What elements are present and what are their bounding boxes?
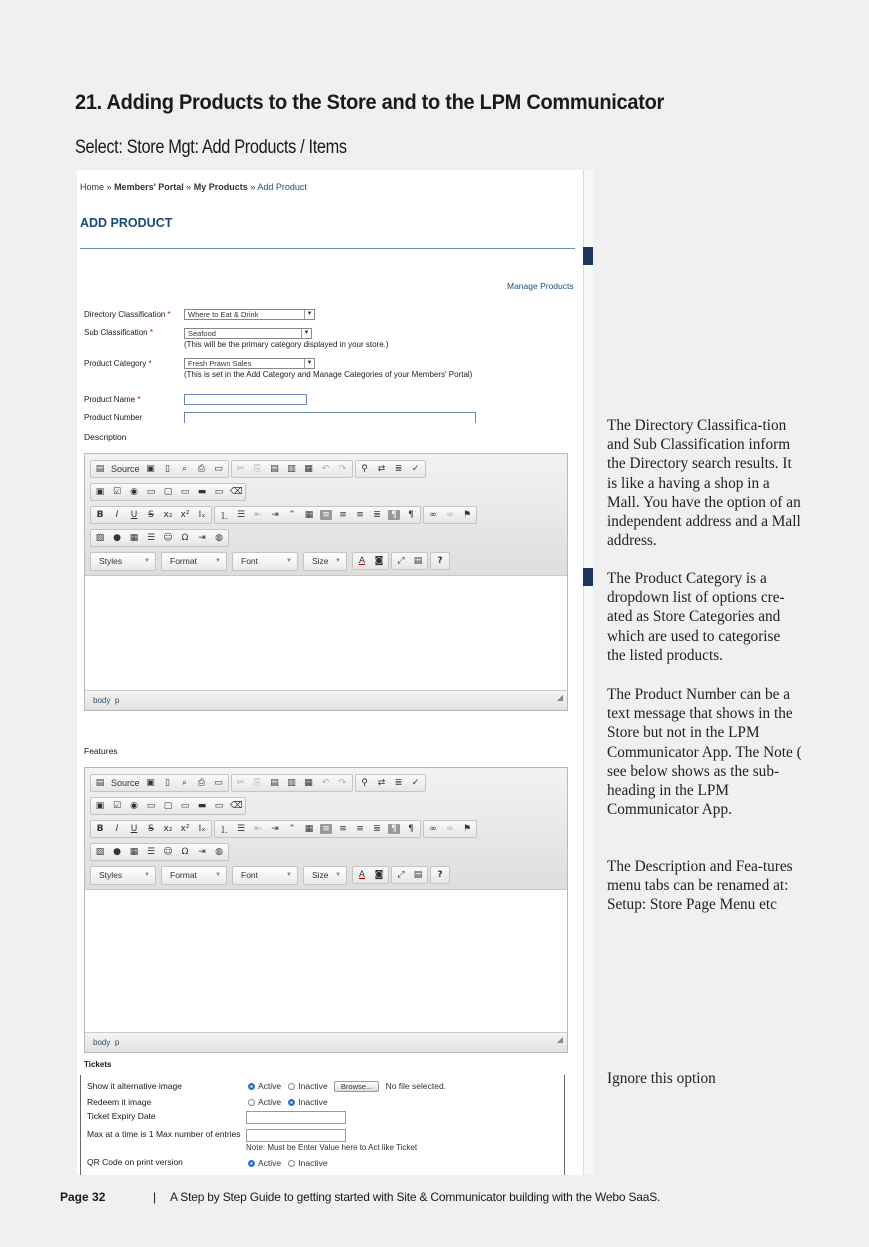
chevron-down-icon: ▼ <box>286 557 292 564</box>
strike-icon[interactable]: S <box>148 824 154 834</box>
toolbar-group-about <box>430 552 450 570</box>
strike-icon[interactable]: S <box>148 510 154 520</box>
chevron-down-icon: ▼ <box>304 359 314 368</box>
find-icon[interactable]: ⚲ <box>361 464 368 474</box>
toolbar-group-colors <box>352 552 389 570</box>
form-icon[interactable]: ▣ <box>95 801 105 811</box>
replace-icon[interactable]: ⇄ <box>377 464 386 474</box>
preview-icon[interactable]: ⌕ <box>182 464 188 474</box>
select-field-icon[interactable]: ▭ <box>180 487 190 497</box>
editor-elements-path <box>85 690 567 710</box>
bulleted-list-icon[interactable]: ☰ <box>236 824 246 834</box>
product-number-input[interactable] <box>184 412 476 423</box>
max-entries-label: Max at a time is 1 Max number of entries <box>87 1129 241 1139</box>
paste-text-icon[interactable]: ▥ <box>287 778 296 788</box>
image-button-icon[interactable]: ▭ <box>214 801 224 811</box>
table-icon[interactable]: ▦ <box>129 847 139 857</box>
styles-dropdown[interactable]: Styles ▼ <box>90 866 156 885</box>
active-radio[interactable] <box>248 1160 255 1167</box>
undo-icon[interactable]: ↶ <box>321 778 330 788</box>
spellcheck-icon[interactable]: ✓ <box>411 778 420 788</box>
toolbar-group-document <box>90 460 229 478</box>
styles-dropdown[interactable]: Styles ▼ <box>90 552 156 571</box>
directory-label: Directory Classification * <box>84 310 171 319</box>
numbered-list-icon[interactable]: ⒈ <box>219 825 229 836</box>
toolbar-group-insert <box>90 843 229 861</box>
no-file-text: No file selected. <box>385 1081 447 1091</box>
alt-image-label: Show it alternative image <box>87 1081 182 1091</box>
bold-icon[interactable]: B <box>96 510 104 520</box>
toolbar-group-basicstyles <box>90 506 212 524</box>
checkbox-icon[interactable]: ☑ <box>112 801 122 811</box>
chevron-down-icon: ▼ <box>335 871 341 878</box>
section-subheading: Select: Store Mgt: Add Products / Items <box>75 137 347 158</box>
qr-code-label: QR Code on print version <box>87 1157 183 1167</box>
size-dropdown[interactable]: Size ▼ <box>303 552 347 571</box>
justify-icon[interactable]: ≣ <box>373 510 381 520</box>
indent-icon[interactable]: ⇥ <box>271 824 279 834</box>
underline-icon[interactable]: U <box>130 510 138 520</box>
align-left-icon[interactable]: ≡ <box>320 824 332 834</box>
special-char-icon[interactable]: Ω <box>181 847 189 857</box>
image-button-icon[interactable]: ▭ <box>214 487 224 497</box>
toolbar-group-find <box>355 774 426 792</box>
ltr-icon[interactable]: ¶ <box>388 824 400 834</box>
editor-content-area[interactable] <box>85 576 567 690</box>
note-category: The Product Category is a dropdown list of options cre-ated as Store Categories and which are used to categorise the listed products. <box>607 570 785 664</box>
breadcrumb-portal[interactable]: Members' Portal <box>114 182 184 192</box>
sidebar-blue-marker <box>583 247 593 265</box>
note-directory: The Directory Classifica-tion and Sub Classification inform the Directory search results. It is like a having a shop in a Mall. You have the option of an independent address and a Mall address. <box>607 417 801 550</box>
print-icon[interactable]: ⎙ <box>197 778 206 788</box>
textfield-icon[interactable]: ▭ <box>146 801 156 811</box>
checkbox-icon[interactable]: ☑ <box>112 487 122 497</box>
redeem-image-label: Redeem it image <box>87 1097 152 1107</box>
active-radio[interactable] <box>248 1099 255 1106</box>
flash-icon[interactable]: ● <box>113 533 121 543</box>
directory-select[interactable]: Where to Eat & Drink ▼ <box>184 309 315 320</box>
anchor-icon[interactable]: ⚑ <box>462 510 472 520</box>
format-dropdown[interactable]: Format ▼ <box>161 552 227 571</box>
sub-classification-hint: (This will be the primary category displayed in your store.) <box>184 340 389 349</box>
preview-icon[interactable]: ⌕ <box>182 778 188 788</box>
format-dropdown[interactable]: Format ▼ <box>161 866 227 885</box>
italic-icon[interactable]: I <box>115 510 119 520</box>
breadcrumb <box>80 182 307 192</box>
subscript-icon[interactable]: x₂ <box>163 824 173 834</box>
horizontal-rule-icon[interactable]: ☰ <box>146 847 156 857</box>
footer-separator: | <box>153 1190 157 1204</box>
product-category-select[interactable]: Fresh Prawn Sales ▼ <box>184 358 315 369</box>
title-divider <box>80 248 575 249</box>
bg-color-icon[interactable]: ◙ <box>374 870 384 880</box>
special-char-icon[interactable]: Ω <box>181 533 189 543</box>
path-body[interactable]: body <box>93 696 111 705</box>
page-title: ADD PRODUCT <box>80 216 173 230</box>
show-blocks-icon[interactable]: ▤ <box>413 870 423 880</box>
paste-word-icon[interactable]: ▦ <box>304 778 313 788</box>
path-p[interactable]: p <box>114 1038 120 1047</box>
qr-code-options: Active Inactive <box>248 1158 328 1168</box>
find-icon[interactable]: ⚲ <box>361 778 368 788</box>
expiry-input[interactable] <box>246 1111 346 1124</box>
sidebar-blue-marker <box>583 568 593 586</box>
remove-format-icon[interactable]: Iₓ <box>198 510 206 520</box>
align-center-icon[interactable]: ≡ <box>339 824 347 834</box>
bg-color-icon[interactable]: ◙ <box>374 556 384 566</box>
subscript-icon[interactable]: x₂ <box>163 510 173 520</box>
editor-content-area[interactable] <box>85 890 567 1032</box>
spellcheck-icon[interactable]: ✓ <box>411 464 420 474</box>
superscript-icon[interactable]: x² <box>180 510 190 520</box>
page-break-icon[interactable]: ⇥ <box>198 847 206 857</box>
tickets-label: Tickets <box>84 1060 112 1069</box>
maximize-icon[interactable]: ⤢ <box>397 870 405 880</box>
toolbar-group-colors <box>352 866 389 884</box>
manage-products-link[interactable]: Manage Products <box>507 281 574 291</box>
breadcrumb-separator: » <box>250 182 256 192</box>
path-body[interactable]: body <box>93 1038 111 1047</box>
breadcrumb-home[interactable]: Home <box>80 182 105 192</box>
maximize-icon[interactable]: ⤢ <box>397 556 405 566</box>
align-right-icon[interactable]: ≡ <box>356 510 364 520</box>
outdent-icon[interactable]: ⇤ <box>254 824 262 834</box>
resize-handle-icon[interactable]: ◢ <box>556 693 563 702</box>
chevron-down-icon: ▼ <box>144 871 150 878</box>
help-icon[interactable]: ? <box>437 870 443 880</box>
source-icon[interactable]: ▤ <box>95 778 105 788</box>
save-icon[interactable]: ▣ <box>146 464 155 474</box>
horizontal-rule-icon[interactable]: ☰ <box>146 533 156 543</box>
note-description: The Description and Fea-tures menu tabs can be renamed at: Setup: Store Page Menu etc <box>607 858 793 914</box>
toolbar-group-clipboard <box>231 774 353 792</box>
tickets-panel <box>80 1075 565 1175</box>
footer-page-number: Page 32 <box>60 1190 106 1204</box>
textfield-icon[interactable]: ▭ <box>146 487 156 497</box>
redo-icon[interactable]: ↷ <box>338 464 347 474</box>
link-icon[interactable]: ∞ <box>429 824 437 834</box>
chevron-down-icon: ▼ <box>144 557 150 564</box>
source-button[interactable]: Source <box>111 778 140 788</box>
cut-icon[interactable]: ✂ <box>236 464 245 474</box>
chevron-down-icon: ▼ <box>215 557 221 564</box>
features-label: Features <box>84 746 118 756</box>
align-left-icon[interactable]: ≡ <box>320 510 332 520</box>
smiley-icon[interactable]: ☺ <box>163 847 173 857</box>
paste-text-icon[interactable]: ▥ <box>287 464 296 474</box>
source-button[interactable]: Source <box>111 464 140 474</box>
resize-handle-icon[interactable]: ◢ <box>556 1035 563 1044</box>
font-dropdown[interactable]: Font ▼ <box>232 866 298 885</box>
image-icon[interactable]: ▨ <box>95 533 105 543</box>
justify-icon[interactable]: ≣ <box>373 824 381 834</box>
chevron-down-icon: ▼ <box>286 871 292 878</box>
save-icon[interactable]: ▣ <box>146 778 155 788</box>
chevron-down-icon: ▼ <box>215 871 221 878</box>
alt-image-options: Active Inactive Browse... No file selected. <box>248 1081 446 1092</box>
bulleted-list-icon[interactable]: ☰ <box>236 510 246 520</box>
flash-icon[interactable]: ● <box>113 847 121 857</box>
chevron-down-icon: ▼ <box>301 329 311 338</box>
image-icon[interactable]: ▨ <box>95 847 105 857</box>
undo-icon[interactable]: ↶ <box>321 464 330 474</box>
blockquote-icon[interactable]: ” <box>289 510 295 520</box>
textarea-icon[interactable]: ▢ <box>163 801 173 811</box>
size-dropdown[interactable]: Size ▼ <box>303 866 347 885</box>
iframe-icon[interactable]: ◍ <box>215 533 223 543</box>
product-category-hint: (This is set in the Add Category and Manage Categories of your Members' Portal) <box>184 370 473 379</box>
inactive-radio[interactable] <box>288 1099 295 1106</box>
div-container-icon[interactable]: ▦ <box>304 510 314 520</box>
features-editor[interactable] <box>84 767 568 1053</box>
redeem-image-options: Active Inactive <box>248 1097 328 1107</box>
hidden-field-icon[interactable]: ⌫ <box>230 487 243 497</box>
product-number-label: Product Number <box>84 413 143 422</box>
inactive-radio[interactable] <box>288 1083 295 1090</box>
redo-icon[interactable]: ↷ <box>338 778 347 788</box>
anchor-icon[interactable]: ⚑ <box>462 824 472 834</box>
table-icon[interactable]: ▦ <box>129 533 139 543</box>
print-icon[interactable]: ⎙ <box>197 464 206 474</box>
paste-word-icon[interactable]: ▦ <box>304 464 313 474</box>
font-dropdown[interactable]: Font ▼ <box>232 552 298 571</box>
textarea-icon[interactable]: ▢ <box>163 487 173 497</box>
editor-elements-path <box>85 1032 567 1052</box>
show-blocks-icon[interactable]: ▤ <box>413 556 423 566</box>
note-ignore: Ignore this option <box>607 1070 716 1087</box>
toolbar-group-tools <box>391 552 428 570</box>
expiry-label: Ticket Expiry Date <box>87 1111 156 1121</box>
button-field-icon[interactable]: ▬ <box>197 801 207 811</box>
product-name-label: Product Name * <box>84 395 141 404</box>
bold-icon[interactable]: B <box>96 824 104 834</box>
iframe-icon[interactable]: ◍ <box>215 847 223 857</box>
div-container-icon[interactable]: ▦ <box>304 824 314 834</box>
radio-icon[interactable]: ◉ <box>130 487 138 497</box>
hidden-field-icon[interactable]: ⌫ <box>230 801 243 811</box>
chevron-down-icon: ▼ <box>335 557 341 564</box>
copy-icon[interactable]: ⎘ <box>253 464 262 474</box>
toolbar-group-links <box>423 820 477 838</box>
toolbar-group-document <box>90 774 229 792</box>
note-number: The Product Number can be a text message that shows in the Store but not in the LPM Communicator App. The Note ( see below shows as the sub-heading in the LPM Communicator App. <box>607 686 802 819</box>
breadcrumb-separator: » <box>106 182 112 192</box>
toolbar-group-basicstyles <box>90 820 212 838</box>
text-color-icon[interactable]: A <box>358 556 366 566</box>
smiley-icon[interactable]: ☺ <box>163 533 173 543</box>
rtl-icon[interactable]: ¶ <box>408 824 414 834</box>
replace-icon[interactable]: ⇄ <box>377 778 386 788</box>
new-page-icon[interactable]: ▯ <box>165 778 170 788</box>
section-heading: 21. Adding Products to the Store and to the LPM Communicator <box>75 90 665 114</box>
inactive-radio[interactable] <box>288 1160 295 1167</box>
toolbar-group-links <box>423 506 477 524</box>
numbered-list-icon[interactable]: ⒈ <box>219 511 229 522</box>
toolbar-group-tools <box>391 866 428 884</box>
form-icon[interactable]: ▣ <box>95 487 105 497</box>
ltr-icon[interactable]: ¶ <box>388 510 400 520</box>
description-label: Description <box>84 432 127 442</box>
unlink-icon[interactable]: ∞ <box>446 510 454 520</box>
button-field-icon[interactable]: ▬ <box>197 487 207 497</box>
paste-icon[interactable]: ▤ <box>270 778 279 788</box>
active-radio[interactable] <box>248 1083 255 1090</box>
toolbar-group-forms <box>90 797 246 815</box>
align-right-icon[interactable]: ≡ <box>356 824 364 834</box>
text-color-icon[interactable]: A <box>358 870 366 880</box>
new-page-icon[interactable]: ▯ <box>165 464 170 474</box>
toolbar-group-about <box>430 866 450 884</box>
chevron-down-icon: ▼ <box>304 310 314 319</box>
breadcrumb-current: Add Product <box>257 182 307 192</box>
embedded-screenshot <box>77 170 593 1175</box>
source-icon[interactable]: ▤ <box>95 464 105 474</box>
product-name-input[interactable] <box>184 394 307 405</box>
select-all-icon[interactable]: ≣ <box>394 778 403 788</box>
cropped-sidebar-strip <box>583 170 593 1175</box>
max-entries-input[interactable] <box>246 1129 346 1142</box>
remove-format-icon[interactable]: Iₓ <box>198 824 206 834</box>
toolbar-group-insert <box>90 529 229 547</box>
underline-icon[interactable]: U <box>130 824 138 834</box>
toolbar-group-paragraph <box>214 820 421 838</box>
footer-text: A Step by Step Guide to getting started with Site & Communicator building with the Webo SaaS. <box>170 1190 661 1204</box>
product-category-label: Product Category * <box>84 359 152 368</box>
copy-icon[interactable]: ⎘ <box>253 778 262 788</box>
browse-button[interactable]: Browse... <box>334 1081 379 1092</box>
templates-icon[interactable]: ▭ <box>214 464 223 474</box>
toolbar-group-find <box>355 460 426 478</box>
italic-icon[interactable]: I <box>115 824 119 834</box>
toolbar-group-paragraph <box>214 506 421 524</box>
paste-icon[interactable]: ▤ <box>270 464 279 474</box>
superscript-icon[interactable]: x² <box>180 824 190 834</box>
templates-icon[interactable]: ▭ <box>214 778 223 788</box>
indent-icon[interactable]: ⇥ <box>271 510 279 520</box>
align-center-icon[interactable]: ≡ <box>339 510 347 520</box>
help-icon[interactable]: ? <box>437 556 443 566</box>
sub-classification-select[interactable]: Seafood ▼ <box>184 328 312 339</box>
ticket-note: Note: Must be Enter Value here to Act like Ticket <box>246 1143 418 1152</box>
rtl-icon[interactable]: ¶ <box>408 510 414 520</box>
toolbar-group-clipboard <box>231 460 353 478</box>
page-break-icon[interactable]: ⇥ <box>198 533 206 543</box>
breadcrumb-products[interactable]: My Products <box>193 182 248 192</box>
unlink-icon[interactable]: ∞ <box>446 824 454 834</box>
outdent-icon[interactable]: ⇤ <box>254 510 262 520</box>
editor-toolbar <box>85 768 567 890</box>
sub-classification-label: Sub Classification * <box>84 328 153 337</box>
link-icon[interactable]: ∞ <box>429 510 437 520</box>
toolbar-group-forms <box>90 483 246 501</box>
breadcrumb-separator: » <box>186 182 192 192</box>
select-field-icon[interactable]: ▭ <box>180 801 190 811</box>
blockquote-icon[interactable]: ” <box>289 824 295 834</box>
cut-icon[interactable]: ✂ <box>236 778 245 788</box>
description-editor[interactable] <box>84 453 568 711</box>
path-p[interactable]: p <box>114 696 120 705</box>
select-all-icon[interactable]: ≣ <box>394 464 403 474</box>
editor-toolbar <box>85 454 567 576</box>
radio-icon[interactable]: ◉ <box>130 801 138 811</box>
